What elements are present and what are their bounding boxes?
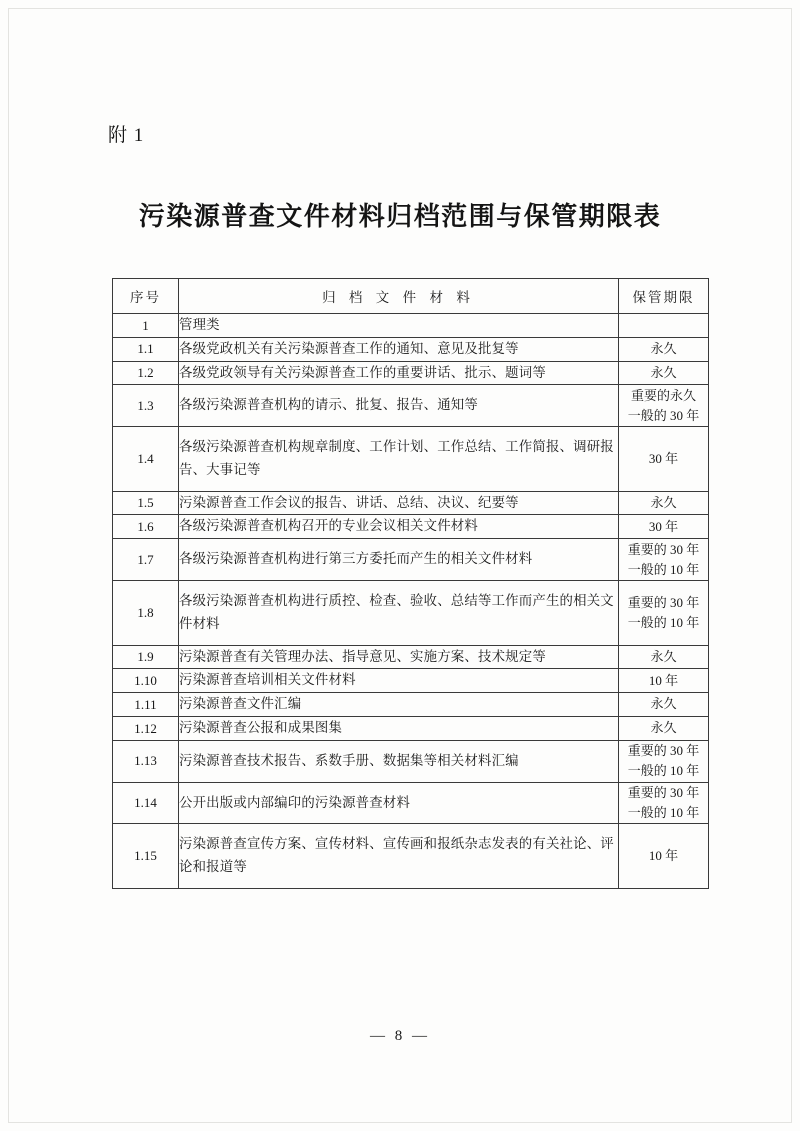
cell-material: 各级党政领导有关污染源普查工作的重要讲话、批示、题词等 [179, 361, 619, 385]
cell-material: 污染源普查文件汇编 [179, 693, 619, 717]
retention-line-1: 永久 [650, 648, 677, 664]
cell-seq: 1.7 [113, 539, 179, 581]
cell-material: 各级污染源普查机构的请示、批复、报告、通知等 [179, 385, 619, 427]
column-header-material: 归 档 文 件 材 料 [179, 279, 619, 314]
cell-retention [619, 314, 709, 338]
cell-material: 污染源普查技术报告、系数手册、数据集等相关材料汇编 [179, 740, 619, 782]
cell-seq: 1.9 [113, 645, 179, 669]
cell-retention [619, 337, 709, 361]
retention-line-1: 重要的 30 年 [627, 594, 700, 610]
table-row [113, 716, 709, 740]
table-row [113, 645, 709, 669]
cell-material: 管理类 [179, 314, 619, 338]
table-row [113, 824, 709, 889]
cell-retention [619, 581, 709, 646]
cell-seq: 1.6 [113, 515, 179, 539]
cell-material: 污染源普查培训相关文件材料 [179, 669, 619, 693]
cell-retention [619, 716, 709, 740]
cell-retention [619, 645, 709, 669]
cell-retention [619, 385, 709, 427]
column-header-seq: 序号 [113, 279, 179, 314]
cell-retention [619, 669, 709, 693]
table-row [113, 361, 709, 385]
cell-seq: 1.3 [113, 385, 179, 427]
cell-retention [619, 824, 709, 889]
cell-seq: 1.14 [113, 782, 179, 824]
table-row [113, 539, 709, 581]
cell-seq: 1.2 [113, 361, 179, 385]
cell-material: 污染源普查工作会议的报告、讲话、总结、决议、纪要等 [179, 491, 619, 515]
attachment-label: 附 1 [108, 125, 145, 146]
retention-line-1: 30 年 [648, 450, 679, 466]
column-header-retention: 保管期限 [619, 279, 709, 314]
retention-line-2: 一般的 30 年 [627, 407, 700, 423]
cell-retention [619, 693, 709, 717]
cell-seq: 1.4 [113, 427, 179, 492]
cell-seq: 1 [113, 314, 179, 338]
table-row [113, 515, 709, 539]
cell-material: 各级污染源普查机构进行质控、检查、验收、总结等工作而产生的相关文件材料 [179, 581, 619, 646]
cell-seq: 1.12 [113, 716, 179, 740]
retention-line-1: 永久 [650, 696, 677, 712]
cell-retention [619, 539, 709, 581]
retention-line-1: 永久 [650, 495, 677, 510]
retention-line-1: 重要的 30 年 [627, 784, 700, 800]
cell-retention [619, 515, 709, 539]
cell-material: 污染源普查有关管理办法、指导意见、实施方案、技术规定等 [179, 645, 619, 669]
cell-material: 各级污染源普查机构召开的专业会议相关文件材料 [179, 515, 619, 539]
retention-line-1: 重要的 30 年 [627, 541, 700, 557]
retention-line-1: 重要的 30 年 [627, 742, 700, 758]
archive-scope-table [112, 278, 709, 889]
cell-material: 各级污染源普查机构规章制度、工作计划、工作总结、工作简报、调研报告、大事记等 [179, 427, 619, 492]
cell-seq: 1.8 [113, 581, 179, 646]
table-row [113, 782, 709, 824]
retention-line-1: 10 年 [648, 672, 679, 688]
table-header-row [113, 279, 709, 314]
cell-seq: 1.10 [113, 669, 179, 693]
table-row [113, 740, 709, 782]
cell-material: 各级党政机关有关污染源普查工作的通知、意见及批复等 [179, 337, 619, 361]
retention-line-2: 一般的 10 年 [627, 763, 700, 779]
table-row [113, 385, 709, 427]
page-title: 污染源普查文件材料归档范围与保管期限表 [138, 202, 662, 232]
cell-material: 各级污染源普查机构进行第三方委托而产生的相关文件材料 [179, 539, 619, 581]
cell-material: 污染源普查公报和成果图集 [179, 716, 619, 740]
table-row [113, 693, 709, 717]
cell-seq: 1.5 [113, 491, 179, 515]
table-row [113, 314, 709, 338]
retention-line-2: 一般的 10 年 [627, 804, 700, 820]
cell-retention [619, 427, 709, 492]
cell-material: 公开出版或内部编印的污染源普查材料 [179, 782, 619, 824]
page-number: — 8 — [370, 1028, 430, 1044]
table-row [113, 337, 709, 361]
cell-retention [619, 361, 709, 385]
table-row [113, 669, 709, 693]
retention-line-1: 永久 [650, 364, 677, 380]
retention-line-1: 永久 [650, 341, 677, 357]
retention-line-2: 一般的 10 年 [627, 561, 700, 577]
cell-material: 污染源普查宣传方案、宣传材料、宣传画和报纸杂志发表的有关社论、评论和报道等 [179, 824, 619, 889]
table-body [113, 314, 709, 889]
cell-seq: 1.15 [113, 824, 179, 889]
table-row [113, 581, 709, 646]
retention-line-2: 一般的 10 年 [627, 614, 700, 630]
archive-table-container [112, 278, 708, 889]
cell-seq: 1.1 [113, 337, 179, 361]
table-row [113, 491, 709, 515]
table-row [113, 427, 709, 492]
retention-line-1: 30 年 [648, 518, 679, 534]
cell-seq: 1.11 [113, 693, 179, 717]
cell-seq: 1.13 [113, 740, 179, 782]
retention-line-1: 10 年 [648, 847, 679, 863]
retention-line-1: 重要的永久 [630, 387, 696, 403]
cell-retention [619, 740, 709, 782]
retention-line-1: 永久 [650, 720, 677, 736]
cell-retention [619, 491, 709, 515]
cell-retention [619, 782, 709, 824]
